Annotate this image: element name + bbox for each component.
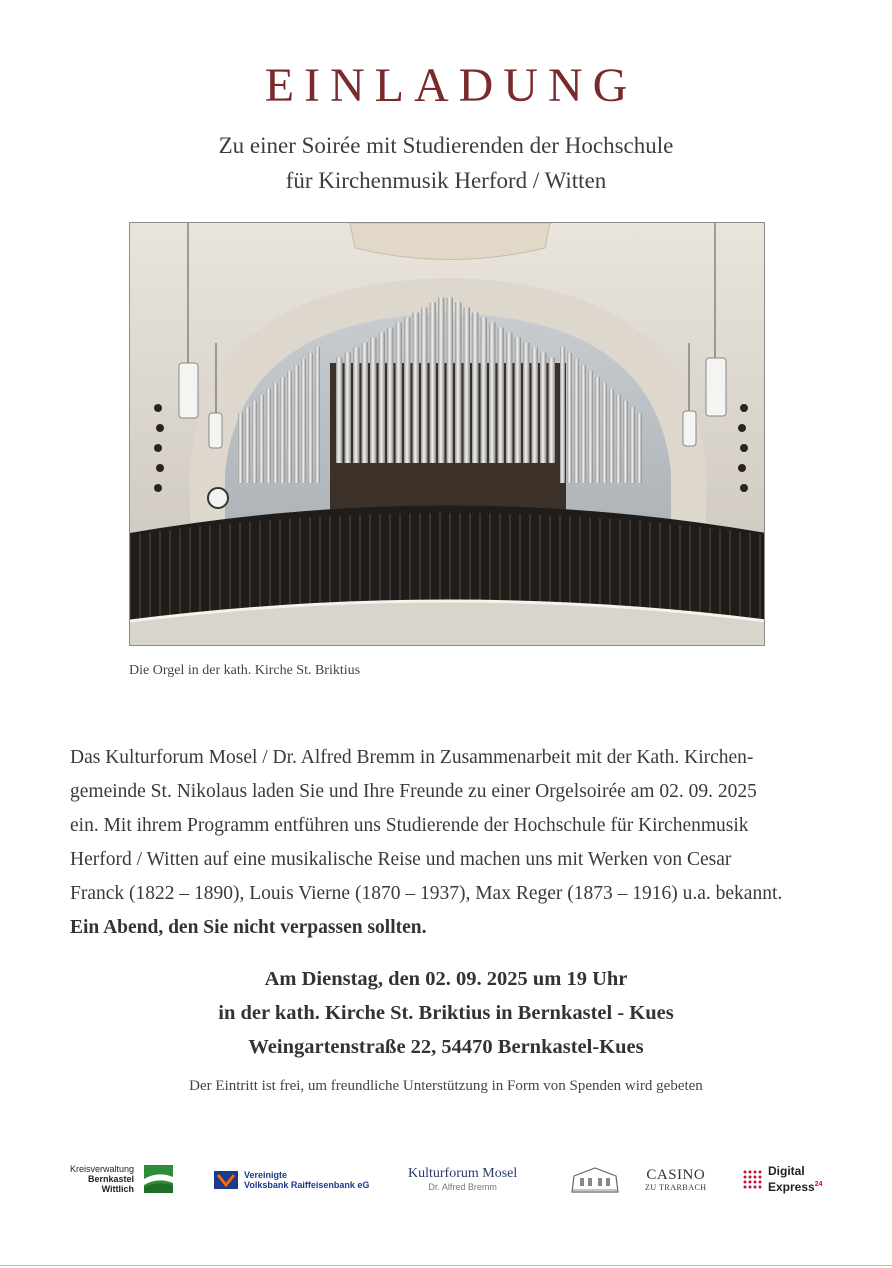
volksbank-logo bbox=[214, 1170, 369, 1190]
organ-pipe bbox=[549, 358, 556, 464]
organ-pipe bbox=[413, 313, 420, 464]
organ-illustration bbox=[130, 223, 765, 646]
digital-express-dots-icon bbox=[741, 1168, 765, 1192]
digital-express-logo bbox=[741, 1165, 823, 1194]
organ-pipe bbox=[455, 303, 462, 464]
organ-pipe bbox=[430, 303, 437, 464]
building-emblem-icon bbox=[570, 1164, 620, 1194]
digital-express-sup: 24 bbox=[814, 1181, 823, 1188]
organ-pipe bbox=[379, 333, 386, 464]
body-line-text: Das Kulturforum Mosel / Dr. Alfred Bremm in Zusammenarbeit mit der Kath. Kirchen- bbox=[70, 747, 754, 768]
organ-pipe bbox=[421, 308, 428, 464]
admission-note: Der Eintritt ist frei, um freundliche Unterstützung in Form von Spenden wird gebeten bbox=[189, 1078, 703, 1094]
organ-pipe bbox=[362, 343, 369, 464]
organ-pipe bbox=[336, 358, 343, 464]
invitation-body bbox=[70, 741, 826, 945]
organ-pipe bbox=[472, 313, 479, 464]
organ-pipe bbox=[498, 328, 505, 464]
casino-sub: ZU TRARBACH bbox=[645, 1183, 707, 1192]
organ-pipe bbox=[345, 353, 352, 464]
organ-pipe bbox=[464, 308, 471, 464]
event-date: Am Dienstag, den 02. 09. 2025 um 19 Uhr bbox=[264, 968, 628, 990]
kulturforum-logo bbox=[408, 1166, 517, 1192]
body-line bbox=[70, 741, 826, 775]
organ-pipe bbox=[609, 389, 614, 483]
organ-pipe bbox=[567, 353, 572, 483]
organ-pipe bbox=[280, 377, 285, 483]
organ-pipe bbox=[630, 407, 635, 483]
organ-pipe bbox=[245, 407, 250, 483]
subtitle bbox=[0, 128, 892, 198]
organ-pipe bbox=[581, 365, 586, 483]
event-address: Weingartenstraße 22, 54470 Bernkastel-Kues bbox=[248, 1036, 644, 1058]
organ-pipe bbox=[623, 401, 628, 483]
organ-photo bbox=[129, 222, 765, 646]
organ-pipe bbox=[574, 359, 579, 483]
organ-pipe bbox=[588, 371, 593, 483]
subtitle-line-1: Zu einer Soirée mit Studierenden der Hochschule bbox=[218, 133, 674, 158]
organ-pipe bbox=[273, 383, 278, 483]
organ-pipe bbox=[404, 318, 411, 464]
subtitle-line-2: für Kirchenmusik Herford / Witten bbox=[285, 168, 607, 193]
volksbank-line-2: Volksbank Raiffeisenbank eG bbox=[244, 1180, 370, 1190]
organ-pipe bbox=[506, 333, 513, 464]
body-line-text: ein. Mit ihrem Programm entführen uns Studierende der Hochschule für Kirchenmusik bbox=[70, 815, 749, 836]
casino-logo bbox=[645, 1168, 707, 1193]
bottom-rule bbox=[0, 1265, 892, 1266]
photo-caption: Die Orgel in der kath. Kirche St. Briktius bbox=[129, 663, 361, 678]
organ-pipe bbox=[259, 395, 264, 483]
kulturforum-sub: Dr. Alfred Bremm bbox=[428, 1182, 497, 1192]
body-line bbox=[70, 877, 826, 911]
event-details bbox=[0, 962, 892, 1064]
invitation-title: EINLADUNG bbox=[264, 59, 638, 112]
body-line bbox=[70, 843, 826, 877]
organ-pipe bbox=[287, 371, 292, 483]
organ-pipe bbox=[353, 348, 360, 464]
organ-pipe bbox=[252, 401, 257, 483]
organ-pipe bbox=[308, 353, 313, 483]
sponsor-logos bbox=[0, 1158, 892, 1206]
digital-express-line-1: Digital bbox=[768, 1164, 805, 1178]
organ-pipe bbox=[315, 347, 320, 483]
body-line bbox=[70, 775, 826, 809]
organ-pipe bbox=[481, 318, 488, 464]
organ-pipe bbox=[396, 323, 403, 464]
organ-pipe bbox=[301, 359, 306, 483]
organ-pipe bbox=[387, 328, 394, 464]
organ-pipe bbox=[616, 395, 621, 483]
body-line bbox=[70, 809, 826, 843]
organ-pipe bbox=[489, 323, 496, 464]
organ-pipe bbox=[266, 389, 271, 483]
kreis-line-1: Kreisverwaltung bbox=[70, 1164, 135, 1174]
digital-express-line-2: Express bbox=[768, 1180, 815, 1194]
event-venue: in der kath. Kirche St. Briktius in Bernkastel - Kues bbox=[218, 1002, 674, 1024]
organ-pipe bbox=[515, 338, 522, 464]
organ-pipe bbox=[523, 343, 530, 464]
volksbank-emblem-icon bbox=[214, 1171, 238, 1189]
body-line-text: Franck (1822 – 1890), Louis Vierne (1870 – 1937), Max Reger (1873 – 1916) u.a. bekannt. bbox=[70, 883, 783, 904]
organ-pipe bbox=[560, 347, 565, 483]
kreis-line-2: Bernkastel bbox=[88, 1174, 135, 1184]
organ-pipe bbox=[438, 298, 445, 464]
organ-pipe bbox=[447, 298, 454, 464]
volksbank-line-1: Vereinigte bbox=[244, 1170, 288, 1180]
organ-pipe bbox=[294, 365, 299, 483]
body-line-text: Herford / Witten auf eine musikalische Reise und machen uns mit Werken von Cesar bbox=[70, 849, 732, 870]
organ-pipe bbox=[532, 348, 539, 464]
organ-pipe bbox=[370, 338, 377, 464]
organ-pipe bbox=[602, 383, 607, 483]
casino-name: CASINO bbox=[646, 1167, 706, 1183]
organ-pipe bbox=[238, 413, 243, 483]
organ-pipe bbox=[595, 377, 600, 483]
body-highlight: Ein Abend, den Sie nicht verpassen sollten. bbox=[70, 917, 427, 938]
organ-pipe bbox=[540, 353, 547, 464]
kulturforum-name: Kulturforum Mosel bbox=[408, 1166, 518, 1181]
organ-pipe bbox=[637, 413, 642, 483]
kreis-emblem-icon bbox=[144, 1165, 173, 1193]
kreis-line-3: Wittlich bbox=[101, 1184, 135, 1194]
kreisverwaltung-logo bbox=[70, 1164, 134, 1194]
body-line-text: gemeinde St. Nikolaus laden Sie und Ihre Freunde zu einer Orgelsoirée am 02. 09. 2025 bbox=[70, 781, 757, 802]
